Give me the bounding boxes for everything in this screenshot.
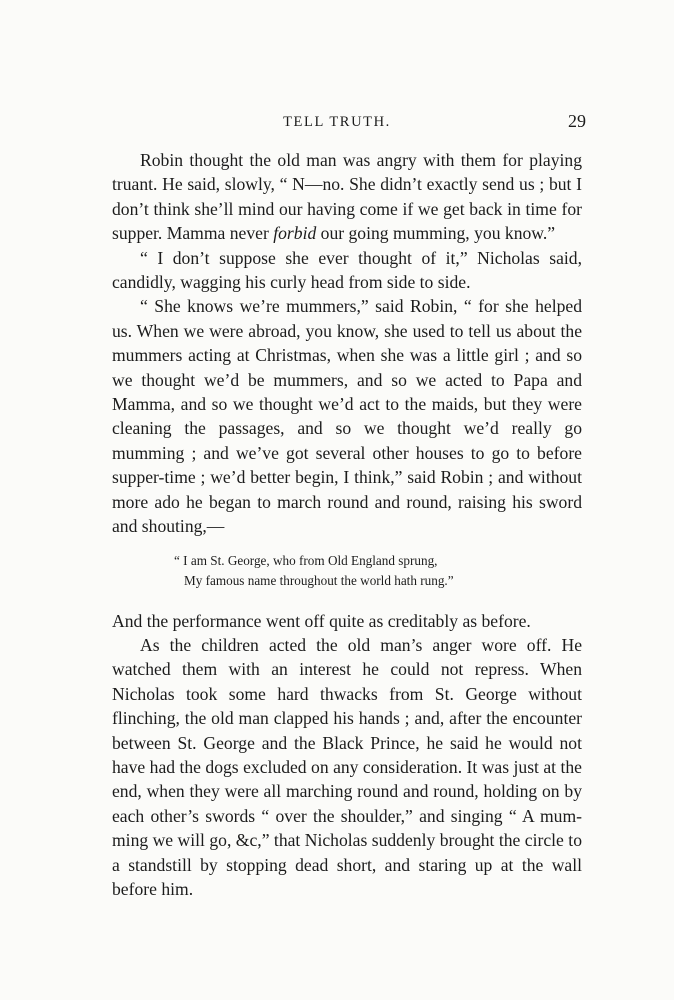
page-number: 29 xyxy=(568,111,586,131)
verse-line-1: “ I am St. George, who from Old England sprung, xyxy=(174,552,438,568)
paragraph-1-end: our going mumming, you know.” xyxy=(316,223,556,244)
paragraph-3: “ She knows we’re mummers,” said Robin, “ for she helped us. When we were abroad, you know, she used to tell us about the mummers acting at Christmas, when she was a little girl ; and so we thought we’d be mummers, and so we acted to Papa and Mamma, and so we thought we’d act to the maids, but they were cleaning the passages, and so we thought we’d really go mumming ; and we’ve got several other houses to go to before supper-time ; we’d better begin, I think,” said Robin ; and without more ado he began to march round and round, raising his sword and shouting,— xyxy=(112,296,582,537)
paragraph-4: And the performance went off quite as creditably as before. xyxy=(112,610,531,631)
running-head xyxy=(0,111,674,134)
running-title: TELL TRUTH. xyxy=(283,114,391,130)
paragraph-5: As the children acted the old man’s anger wore off. He watched them with an interest he could not repress. When Nicholas took some hard thwacks from St. George without flinching, the old man clapped his hands ; and, after the encounter between St. George and the Black Prince, he said he would not have had the dogs excluded on any consideration. It was just at the end, when they were all marching round and round, holding on by each other’s swords “ over the shoulder,” and singing “ A mum-ming we will go, &c,” that Nicholas suddenly brought the circle to a standstill by stopping dead short, and staring up at the wall before him. xyxy=(112,634,582,899)
paragraph-1-start: Robin thought the old man was angry with them for playing truant. He said, slowly, “ N—no. She didn’t exactly send us ; but I don’t think she’ll mind our having come if we get back in time for supper. Mamma never xyxy=(112,150,582,244)
emphasis-forbid: forbid xyxy=(273,223,317,244)
body-text xyxy=(112,148,582,901)
verse-quote xyxy=(174,551,582,591)
verse-line-2: My famous name throughout the world hath rung.” xyxy=(184,572,454,588)
paragraph-2: “ I don’t suppose she ever thought of it,” Nicholas said, candidly, wagging his curly head from side to side. xyxy=(112,247,582,293)
paragraph-1 xyxy=(112,148,582,246)
